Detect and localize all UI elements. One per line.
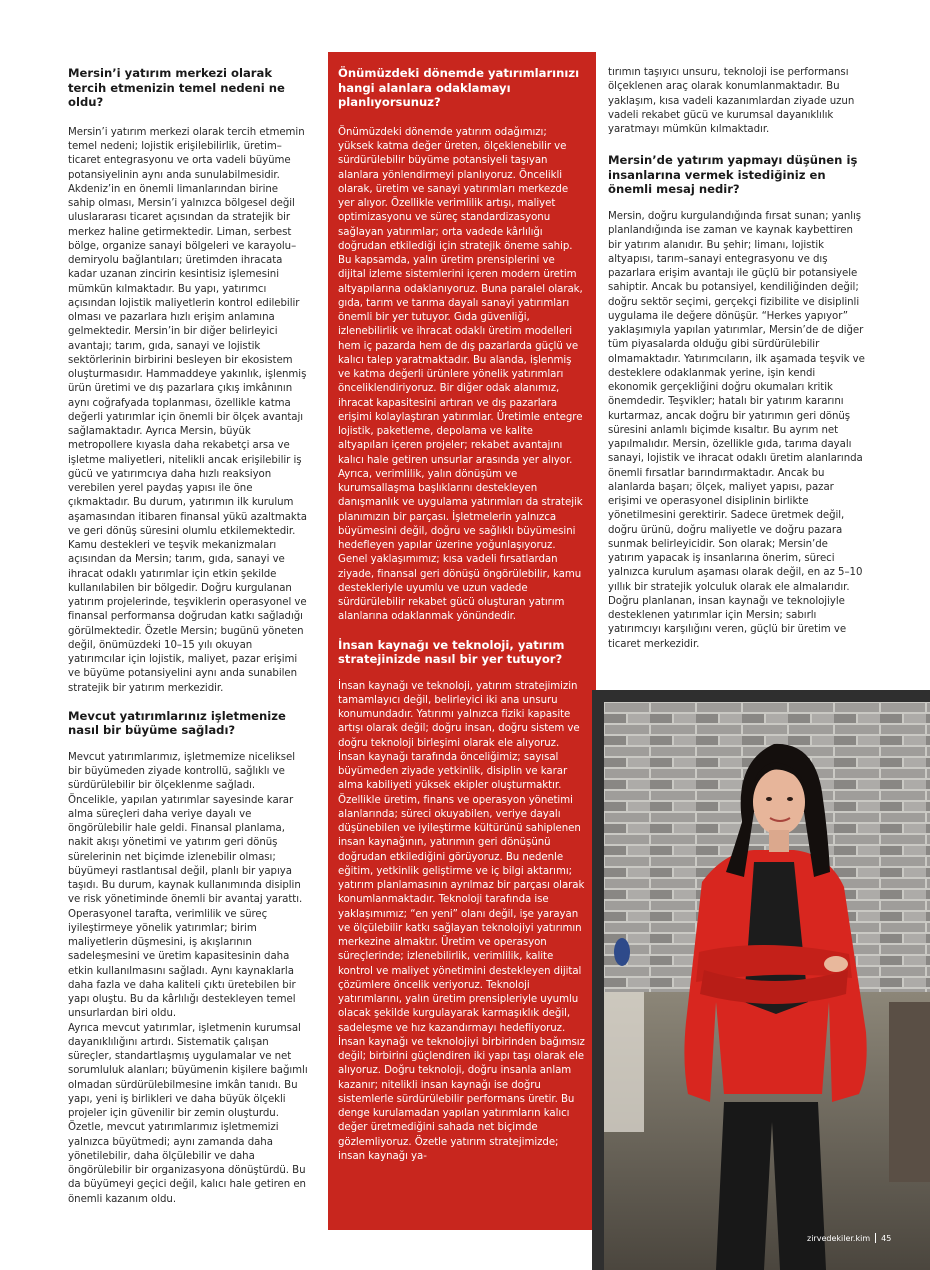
left-column (68, 66, 308, 1207)
answer-paragraph: Mersin’i yatırım merkezi olarak tercih etmemin temel nedeni; lojistik erişilebilirlik, üretim–ticaret entegrasyonu ve orta vadeli büyüme potansiyelinin aynı anda sunulabilmesidir. Akdeniz’in en önemli limanlarından birine sahip olması, Mersin’i yalnızca bölgesel değil uluslararası ticaret açısından da stratejik bir merkez haline getirmektedir. Liman, serbest bölge, organize sanayi bölgeleri ve karayolu–demiryolu bağlantıları; üretimden ihracata kadar uzanan zincirin kesintisiz işlemesini mümkün kılmaktadır. Bu yapı, yatırımcı açısından lojistik maliyetlerin kontrol edilebilir olması ve pazarlara hızlı erişim anlamına gelmektedir. Mersin’in bir diğer belirleyici avantajı; tarım, gıda, sanayi ve lojistik sektörlerinin birbirini besleyen bir ekosistem oluşturmasıdır. Hammaddeye yakınlık, işlenmiş ürün üretimi ve dış pazarlara çıkış imkânının aynı coğrafyada toplanması, özellikle katma değerli yatırımlar için önemli bir ölçek avantajı sağlamaktadır. Ayrıca Mersin, büyük metropollere kıyasla daha rekabetçi arsa ve işletme maliyetleri, nitelikli ancak erişilebilir iş gücü ve yatırımcıya daha hızlı reaksiyon verebilen yerel paydaş yapısı ile öne çıkmaktadır. Bu durum, yatırımın ilk kurulum aşamasından itibaren finansal yükü azaltmakta ve geri dönüş süresini olumlu etkilemektedir. Kamu destekleri ve teşvik mekanizmaları açısından da Mersin; tarım, gıda, sanayi ve ihracat odaklı yatırımlar için etkin şekilde kullanılabilen bir bölgedir. Doğru kurgulanan yatırım projelerinde, teşviklerin operasyonel ve finansal performansa doğrudan katkı sağladığı görülmektedir. Özetle Mersin; bugünü yöneten değil, önümüzdeki 10–15 yılı okuyan yatırımcılar için lojistik, maliyet, pazar erişimi ve büyüme potansiyelini aynı anda sunabilen stratejik bir yatırım merkezidir. (68, 126, 307, 694)
page-footer (807, 1232, 891, 1244)
question-heading: Mersin’i yatırım merkezi olarak tercih etmenizin temel nedeni ne oldu? (68, 66, 285, 110)
highlight-column (328, 52, 596, 1230)
answer-paragraph: tırımın taşıyıcı unsuru, teknoloji ise performansı ölçeklenen araç olarak konumlanmaktadır. Bu yaklaşım, kısa vadeli kazanımlardan ziyade uzun vadeli rekabet gücü ve kurumsal dayanıklılık yaratmayı mümkün kılmaktadır. (608, 67, 855, 135)
face (753, 769, 805, 835)
answer-paragraph: Önümüzdeki dönemde yatırım odağımızı; yüksek katma değer üreten, ölçeklenebilir ve sürdürülebilir büyüme potansiyeli taşıyan alanlara yönlendirmeyi planlıyoruz. Öncelikli olarak, üretim ve sanayi yatırımları merkezde yer alıyor. Özellikle verimlilik artışı, maliyet optimizasyonu ve süreç standardizasyonu sağlayan yatırımlar; orta vadede kârlılığı doğrudan etkilediği için stratejik öneme sahip. Bu kapsamda, yalın üretim prensiplerini ve dijital izleme sistemlerini içeren modern üretim altyapılarına odaklanıyoruz. Buna paralel olarak, gıda, tarım ve tarıma dayalı sanayi yatırımları önemli bir yer tutuyor. Gıda güvenliği, izlenebilirlik ve ihracat odaklı üretim modelleri hem iç pazarda hem de dış pazarlarda güçlü ve kalıcı talep yaratmaktadır. Bu alanda, işlenmiş ve katma değerli ürünlere yönelik yatırımları önceliklendiriyoruz. Bir diğer odak alanımız, ihracat kapasitesini artıran ve dış pazarlara erişimi kolaylaştıran yatırımlar. Üretimle entegre lojistik, paketleme, depolama ve kalite altyapıları içeren projeler; rekabet avantajını kalıcı hale getiren unsurlar arasında yer alıyor. Ayrıca, verimlilik, yalın dönüşüm ve kurumsallaşma başlıklarını destekleyen danışmanlık ve uygulama yatırımları da stratejik planımızın bir parçası. İşletmelerin yalnızca büyümesini değil, doğru ve sağlıklı büyümesini hedefleyen yapılar üzerine yoğunlaşıyoruz. Genel yaklaşımımız; kısa vadeli fırsatlardan ziyade, finansal geri dönüşü öngörülebilir, kamu destekleriyle uyumlu ve uzun vadede sürdürülebilir rekabet gücü oluşturan yatırım alanlarına odaklanmak yönündedir. (338, 126, 583, 623)
question-heading: Önümüzdeki dönemde yatırımlarınızı hangi alanlara odaklamayı planlıyorsunuz? (338, 66, 580, 110)
question-heading: İnsan kaynağı ve teknoloji, yatırım stratejinizde nasıl bir yer tutuyor? (338, 637, 565, 667)
hand (824, 956, 848, 972)
question-heading: Mersin’de yatırım yapmayı düşünen iş insanlarına vermek istediğiniz en önemli mesaj nedir? (608, 153, 858, 197)
answer-paragraph: Mevcut yatırımlarımız, işletmemize niceliksel bir büyümeden ziyade kontrollü, sağlıklı ve sürdürülebilir bir ölçeklenme sağladı. Öncelikle, yapılan yatırımlar sayesinde karar alma süreçleri daha veriye dayalı ve öngörülebilir hale geldi. Finansal planlama, nakit akışı yönetimi ve yatırım geri dönüş sürelerinin net biçimde izlenebilir olması; büyümeyi rastlantısal değil, planlı bir yapıya taşıdı. Bu durum, kaynak kullanımında disiplin ve risk yönetiminde önemli bir avantaj yarattı. Operasyonel tarafta, verimlilik ve süreç iyileştirmeye yönelik yatırımlar; birim maliyetlerin düşmesini, iş akışlarının sadeleşmesini ve üretim kapasitesinin daha etkin kullanılmasını sağladı. Aynı kaynaklarla daha fazla ve daha kaliteli çıktı üretebilen bir yapı oluştu. Bu da kârlılığı destekleyen temel unsurlardan biri oldu. (68, 751, 303, 1020)
answer-paragraph: Ayrıca mevcut yatırımlar, işletmenin kurumsal dayanıklılığını artırdı. Sistematik çalışan süreçler, standartlaşmış uygulamalar ve net sorumluluk alanları; büyümenin kişilere bağımlı olmadan sürdürülebilmesine imkân tanıdı. Bu yapı, yeni iş birlikleri ve daha büyük ölçekli projeler için güvenilir bir zemin oluşturdu. Özetle, mevcut yatırımlarımız işletmemizi yalnızca büyütmedi; aynı zamanda daha yönetilebilir, daha ölçülebilir ve daha öngörülebilir bir organizasyona dönüştürdü. Bu da büyümeyi geçici değil, kalıcı hale getiren en önemli kazanım oldu. (68, 1022, 308, 1205)
site-name[interactable]: zirvedekiler.kim (807, 1233, 871, 1243)
vase (614, 938, 630, 966)
footer-divider (875, 1233, 876, 1243)
question-heading: Mevcut yatırımlarınız işletmenize nasıl bir büyüme sağladı? (68, 708, 286, 738)
answer-paragraph: Mersin, doğru kurgulandığında fırsat sunan; yanlış planlandığında ise zaman ve kaynak kaybettiren bir yatırım alanıdır. Bu şehir; limanı, lojistik altyapısı, tarım–sanayi entegrasyonu ve dış pazarlara erişim avantajı ile güçlü bir potansiyele sahiptir. Ancak bu potansiyel, kendiliğinden değil; doğru sektör seçimi, gerçekçi fizibilite ve disiplinli uygulama ile değere dönüşür. “Herkes yapıyor” yaklaşımıyla yapılan yatırımlar, Mersin’de de diğer tüm piyasalarda olduğu gibi sürdürülebilir olmamaktadır. Yatırımcıların, ilk aşamada teşvik ve desteklere odaklanmak yerine, işin kendi ekonomik gerçekliğini doğru okumaları kritik önemdedir. Teşvikler; hatalı bir yatırım kararını kurtarmaz, ancak doğru bir yatırımın geri dönüş süresini anlamlı biçimde kısaltır. Bu ayrım net yapılmalıdır. Mersin, özellikle gıda, tarıma dayalı sanayi, lojistik ve ihracat odaklı üretim alanlarında önemli fırsatlar barındırmaktadır. Ancak bu alanlarda başarı; ölçek, maliyet yapısı, pazar erişimi ve operasyonel disiplinin birlikte yönetilmesini gerektirir. Sadece üretmek değil, doğru ürünü, doğru maliyetle ve doğru pazara sunmak belirleyicidir. Son olarak; Mersin’de yatırım yapacak iş insanlarına önerim, süreci yalnızca kurulum aşaması olarak değil, en az 5–10 yıllık bir stratejik yolculuk olarak ele almalarıdır. Doğru planlanan, insan kaynağı ve teknolojiyle desteklenen yatırımlar için Mersin; sabırlı yatırımcıyı karşılığını veren, güçlü bir üretim ve ticaret merkezidir. (608, 211, 865, 650)
portrait-photo (604, 702, 930, 1270)
answer-paragraph: İnsan kaynağı ve teknoloji, yatırım stratejimizin tamamlayıcı değil, belirleyici iki ana unsuru konumundadır. Yatırımı yalnızca fiziki kapasite artışı olarak değil; doğru insan, doğru sistem ve doğru teknoloji birleşimi olarak ele alıyoruz. İnsan kaynağı tarafında önceliğimiz; sayısal büyümeden ziyade yetkinlik, disiplin ve karar alma kabiliyeti yüksek ekipler oluşturmaktır. Özellikle üretim, finans ve operasyon yönetimi alanlarında; süreci okuyabilen, veriye dayalı düşünebilen ve iyileştirme kültürünü sahiplenen insan kaynağının, yatırımın geri dönüşünü doğrudan etkilediğini görüyoruz. Bu nedenle eğitim, yetkinlik geliştirme ve iç bilgi aktarımı; yatırım planlamasının ayrılmaz bir parçası olarak konumlanmaktadır. Teknoloji tarafında ise yaklaşımımız; “en yeni” olanı değil, işe yarayan ve ölçülebilir katkı sağlayan teknolojiyi yatırımın merkezine almaktır. Üretim ve operasyon süreçlerinde; izlenebilirlik, verimlilik, kalite kontrol ve maliyet yönetimini destekleyen dijital çözümlere öncelik veriyoruz. Teknoloji yatırımlarını, yalın üretim prensipleriyle uyumlu olacak şekilde kurgulayarak karmaşıklık değil, sadeleşme ve hız kazandırmayı hedefliyoruz. İnsan kaynağı ve teknolojiyi birbirinden bağımsız değil; birbirini güçlendiren iki yapı taşı olarak ele alıyoruz. Doğru teknoloji, doğru insanla anlam kazanır; nitelikli insan kaynağı ise doğru sistemlerle sürdürülebilir performans üretir. Bu denge kurulamadan yapılan yatırımların kalıcı değer üretmediğini sahada net biçimde gözlemliyoruz. Özetle yatırım stratejimizde; insan kaynağı ya- (338, 680, 585, 1162)
right-column (608, 66, 866, 652)
page-number: 45 (881, 1233, 892, 1243)
photo-frame (592, 690, 930, 1270)
